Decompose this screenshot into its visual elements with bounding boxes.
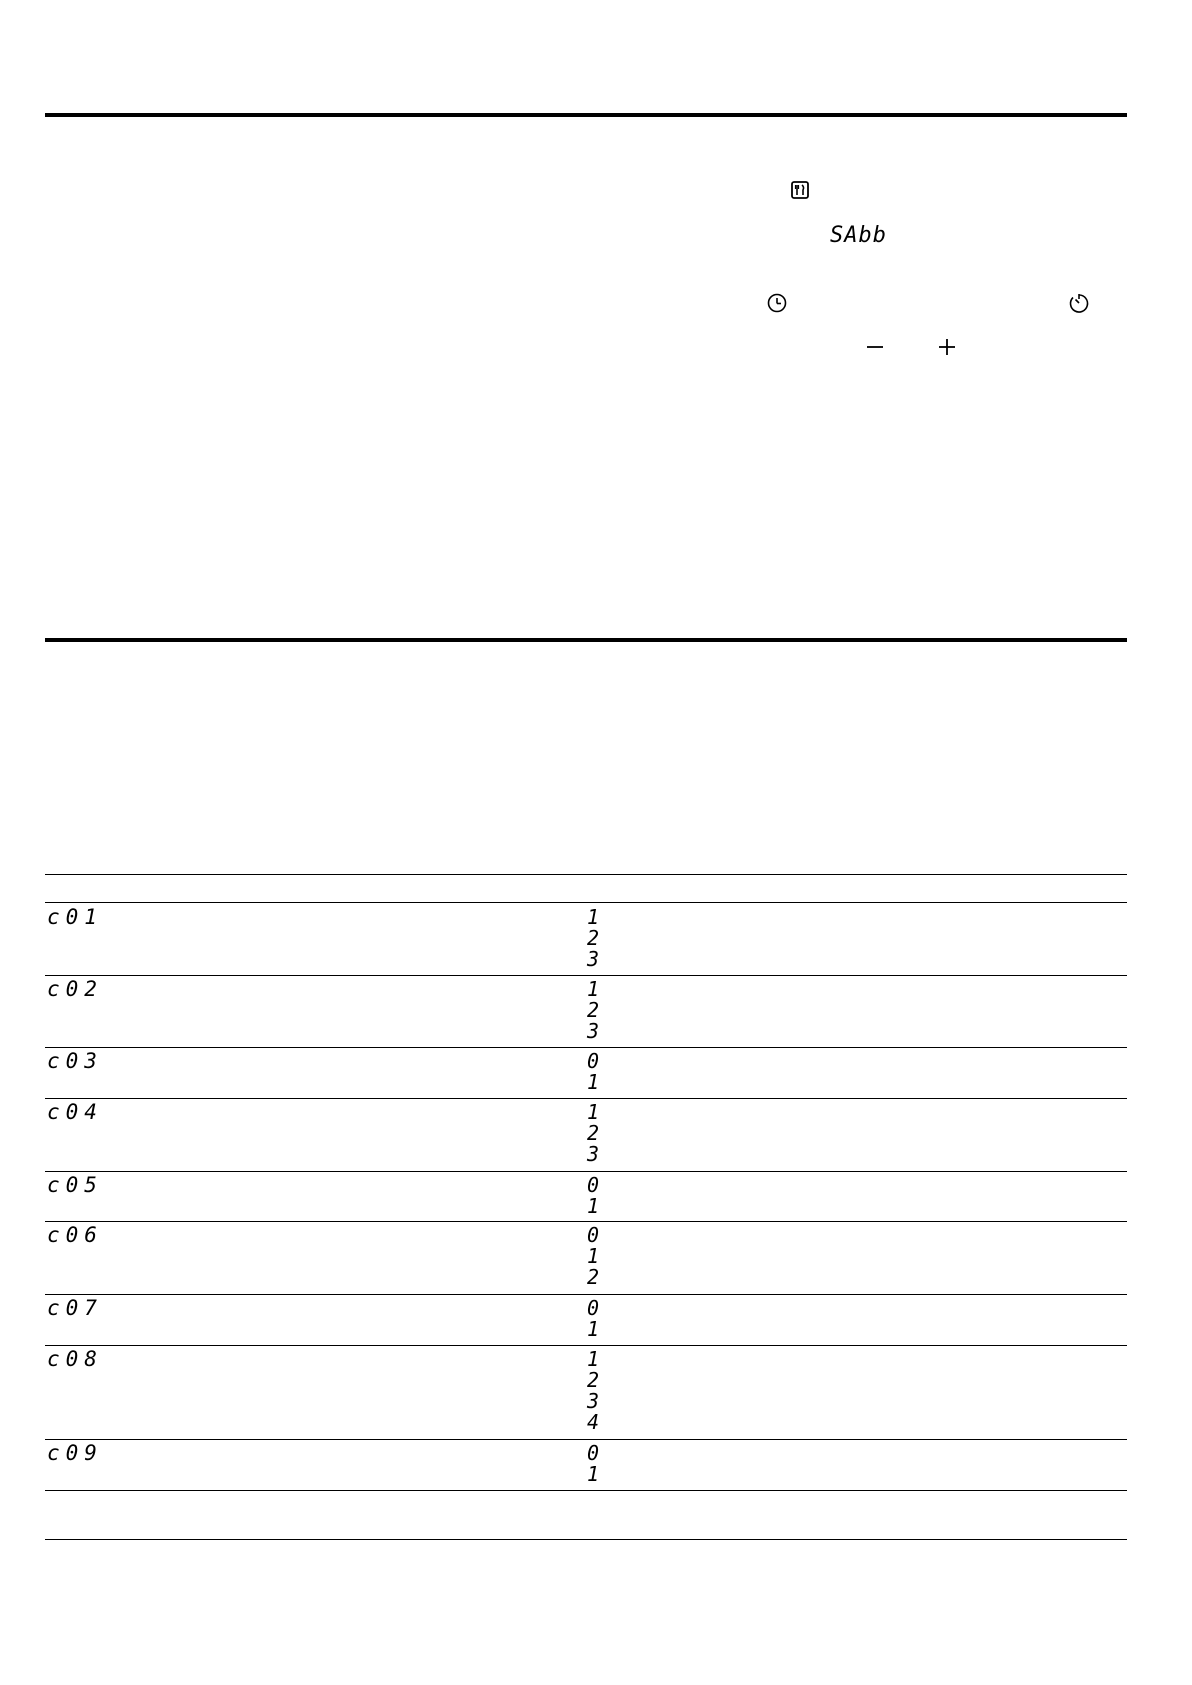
- setting-values: [587, 1225, 599, 1288]
- setting-value: 2: [587, 1265, 600, 1289]
- table-row-divider: [45, 1221, 1127, 1222]
- setting-values: [587, 1175, 599, 1217]
- table-rule-bottom: [45, 1539, 1127, 1540]
- setting-value: 3: [587, 1142, 600, 1166]
- table-row-divider: [45, 1098, 1127, 1099]
- minus-icon: [864, 336, 886, 358]
- timer-icon: [1068, 292, 1090, 314]
- setting-code: c09: [47, 1441, 103, 1465]
- table-header-rule: [45, 902, 1127, 903]
- setting-value: 1: [587, 1462, 600, 1486]
- setting-value: 2: [587, 1121, 600, 1145]
- table-row-divider: [45, 1490, 1127, 1491]
- setting-value: 3: [587, 947, 600, 971]
- setting-value: 2: [587, 1368, 600, 1392]
- setting-value: 1: [587, 1244, 600, 1268]
- setting-value: 1: [587, 1100, 600, 1124]
- setting-values: [587, 1102, 599, 1165]
- table-row-divider: [45, 1171, 1127, 1172]
- setting-value: 1: [587, 1347, 600, 1371]
- setting-code: c03: [47, 1049, 103, 1073]
- setting-value: 0: [587, 1296, 600, 1320]
- table-row-divider: [45, 1047, 1127, 1048]
- table-row-divider: [45, 975, 1127, 976]
- display-readout: SAbb: [830, 223, 887, 248]
- setting-value: 0: [587, 1441, 600, 1465]
- table-row-divider: [45, 1345, 1127, 1346]
- setting-code: c06: [47, 1223, 103, 1247]
- setting-value: 2: [587, 926, 600, 950]
- cutlery-icon: [790, 180, 810, 200]
- setting-value: 1: [587, 905, 600, 929]
- setting-value: 0: [587, 1049, 600, 1073]
- setting-value: 3: [587, 1389, 600, 1413]
- setting-code: c08: [47, 1347, 103, 1371]
- setting-values: [587, 1349, 599, 1433]
- setting-values: [587, 1298, 599, 1340]
- plus-icon: [936, 336, 958, 358]
- setting-value: 0: [587, 1173, 600, 1197]
- table-row-divider: [45, 1439, 1127, 1440]
- setting-values: [587, 1443, 599, 1485]
- setting-value: 1: [587, 977, 600, 1001]
- setting-value: 1: [587, 1070, 600, 1094]
- setting-value: 0: [587, 1223, 600, 1247]
- setting-values: [587, 1051, 599, 1093]
- section-rule-middle: [45, 638, 1127, 642]
- setting-value: 4: [587, 1410, 600, 1434]
- setting-value: 1: [587, 1194, 600, 1218]
- setting-code: c04: [47, 1100, 103, 1124]
- setting-value: 3: [587, 1019, 600, 1043]
- setting-value: 1: [587, 1317, 600, 1341]
- setting-value: 2: [587, 998, 600, 1022]
- clock-icon: [766, 292, 788, 314]
- table-row-divider: [45, 1294, 1127, 1295]
- section-rule-top: [45, 113, 1127, 117]
- table-rule-top: [45, 874, 1127, 875]
- setting-values: [587, 979, 599, 1042]
- setting-code: c02: [47, 977, 103, 1001]
- setting-code: c05: [47, 1173, 103, 1197]
- setting-values: [587, 907, 599, 970]
- setting-code: c07: [47, 1296, 103, 1320]
- setting-code: c01: [47, 905, 103, 929]
